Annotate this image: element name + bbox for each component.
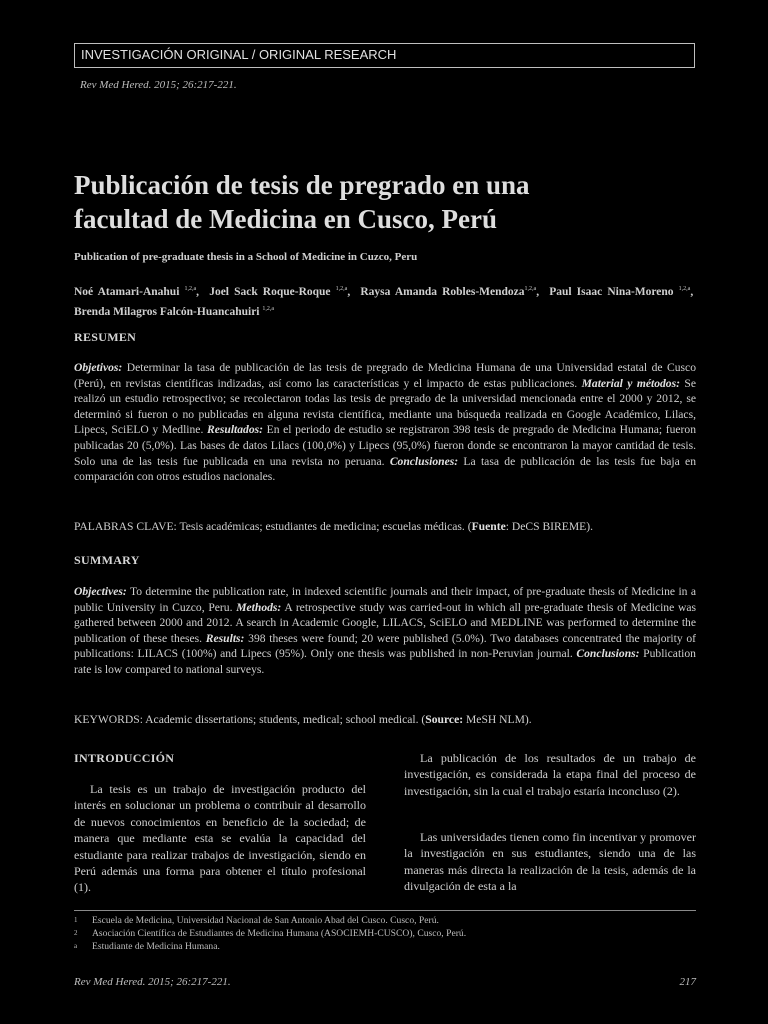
fuente-label: Fuente — [471, 520, 506, 533]
objectives-label: Objectives: — [74, 585, 127, 598]
footnote-mark: 2 — [74, 929, 78, 938]
author-name: Raysa Amanda Robles-Mendoza — [360, 285, 525, 298]
keywords — [74, 712, 696, 728]
methods-label: Methods: — [236, 600, 282, 614]
footnote-item — [74, 940, 696, 953]
author-name: Brenda Milagros Falcón-Huancahuiri — [74, 305, 260, 318]
resumen-abstract — [74, 360, 696, 485]
footnotes — [74, 914, 696, 954]
author-affiliation: 1,2,a — [335, 286, 348, 292]
author-affiliation: 1,2,a — [524, 286, 537, 292]
footnote-divider — [74, 910, 696, 911]
conclusiones-text: La tasa de publicación de las tesis fue baja en comparación con otros estudios nacionales. — [74, 454, 696, 484]
conclusions-text: Publication rate is low compared to national surveys. — [74, 647, 696, 676]
footnote-item — [74, 927, 696, 940]
author-affiliation: 1,2,a — [262, 305, 275, 312]
author-affiliation: 1,2,a — [678, 286, 691, 292]
palabras-clave — [74, 519, 696, 535]
footnote-text: Asociación Científica de Estudiantes de Medicina Humana (ASOCIEMH-CUSCO), Cusco, Perú. — [92, 928, 467, 940]
palabras-clave-text: PALABRAS CLAVE: Tesis académicas; estudiantes de medicina; escuelas médicas. ( — [74, 520, 472, 533]
footer-citation: Rev Med Hered. 2015; 26:217-221. — [74, 976, 231, 988]
introduccion-heading: INTRODUCCIÓN — [74, 751, 175, 765]
conclusiones-label: Conclusiones: — [389, 454, 459, 468]
intro-left-paragraph: La tesis es un trabajo de investigación producto del interés en solucionar un problema o contribuir al desarrollo de nuevos conocimientos en beneficio de la sociedad; de manera que mediante esta se evalúa la capacidad del estudiante para realizar trabajos de investigación, siendo en Perú además una forma para obtener el título profesional (1). — [74, 782, 366, 895]
author-name: Joel Sack Roque-Roque — [209, 285, 331, 298]
footnote-text: Estudiante de Medicina Humana. — [92, 941, 220, 953]
title-line-1: Publicación de tesis de pregrado en una — [74, 170, 530, 200]
footnote-item — [74, 914, 696, 927]
methods-text: A retrospective study was carried-out in which all pre-graduate thesis of Medicine was gathered between 2000 and 2012. A search in Academic Google, LILACS, SciELO and MEDLINE was performed to determine the publication of these theses. — [74, 600, 696, 645]
fuente-text: : DeCS BIREME). — [505, 520, 594, 533]
results-text: 398 theses were found; 20 were published (5.0%). Two databases concentrated the majority of publications: LILACS (100%) and Lipecs (95%). Only one thesis was published in non-Peruvian journal. — [74, 631, 697, 661]
intro-right-paragraph-2: Las universidades tienen como fin incentivar y promover la investigación en sus estudiantes, siendo una de las maneras más directa la realización de la tesis, además de la divulgación de esta a la — [404, 830, 696, 894]
objetivos-label: Objetivos: — [74, 361, 123, 374]
summary-abstract — [74, 584, 696, 678]
article-title — [74, 168, 694, 236]
title-line-2: facultad de Medicina en Cusco, Perú — [74, 204, 497, 234]
author-affiliation: 1,2,a — [184, 286, 197, 292]
journal-citation-top: Rev Med Hered. 2015; 26:217-221. — [80, 79, 237, 91]
results-label: Results: — [205, 631, 245, 645]
footnote-mark: a — [74, 942, 78, 951]
source-label: Source: — [425, 713, 464, 726]
resumen-heading: RESUMEN — [74, 330, 137, 344]
source-text: MeSH NLM). — [463, 713, 532, 726]
section-banner: INVESTIGACIÓN ORIGINAL / ORIGINAL RESEARCH — [74, 43, 695, 68]
intro-right-paragraph-1: La publicación de los resultados de un trabajo de investigación, es considerada la etapa final del proceso de investigación, sin la cual el trabajo estaría inconcluso (2). — [404, 751, 696, 798]
author-name: Noé Atamari-Anahui — [74, 285, 180, 298]
metodos-label: Material y métodos: — [581, 376, 680, 390]
metodos-text: Se realizó un estudio retrospectivo; se recolectaron todas las tesis de pregrado de la universidad mencionada entre el 2000 y 2012, se determinó si fueron o no publicadas en alguna revista científica, mediante una búsqueda realizada en Google Académico, Lilacs, Lipecs, SciELO y Medline. — [74, 376, 696, 437]
resultados-text: En el periodo de estudio se registraron 398 tesis de pregrado de Medicina Humana; fueron publicadas 20 (5,0%). Las bases de datos Lilacs (100,0%) y Lipecs (95,0%) fueron donde se encontraron la mayor cantidad de tesis. Solo una de las tesis fue publicada en una revista no peruana. — [74, 423, 696, 468]
author-list: Noé Atamari-Anahui $^{1,2,a}$, Joel Sack Roque-Roque $^{1,2,a}$, Raysa Amanda Robles-Mendoza$^{1,2,a}$, Paul Isaac Nina-Moreno $^{1,2,a}$, Brenda Milagros Falcón-Huancahuiri $^{1,2,a}$ — [74, 285, 697, 318]
conclusions-label: Conclusions: — [576, 647, 640, 661]
page-number: 217 — [679, 976, 696, 988]
resultados-label: Resultados: — [206, 423, 264, 437]
summary-heading: SUMMARY — [74, 553, 140, 567]
keywords-text: KEYWORDS: Academic dissertations; students, medical; school medical. ( — [74, 713, 426, 726]
footnote-mark: 1 — [74, 916, 78, 924]
author-name: Paul Isaac Nina-Moreno — [549, 285, 674, 298]
objetivos-text: Determinar la tasa de publicación de las tesis de pregrado de Medicina Humana de una Universidad estatal de Cusco (Perú), en revistas científicas indizadas, así como las características y el impacto de estas publicaciones. — [74, 361, 696, 390]
article-subtitle: Publication of pre-graduate thesis in a School of Medicine in Cuzco, Peru — [74, 251, 418, 263]
footnote-text: Escuela de Medicina, Universidad Nacional de San Antonio Abad del Cusco. Cusco, Perú. — [92, 915, 439, 926]
objectives-text: To determine the publication rate, in indexed scientific journals and their impact, of pre-graduate thesis of Medicine in a public University in Cuzco, Peru. — [74, 585, 696, 614]
